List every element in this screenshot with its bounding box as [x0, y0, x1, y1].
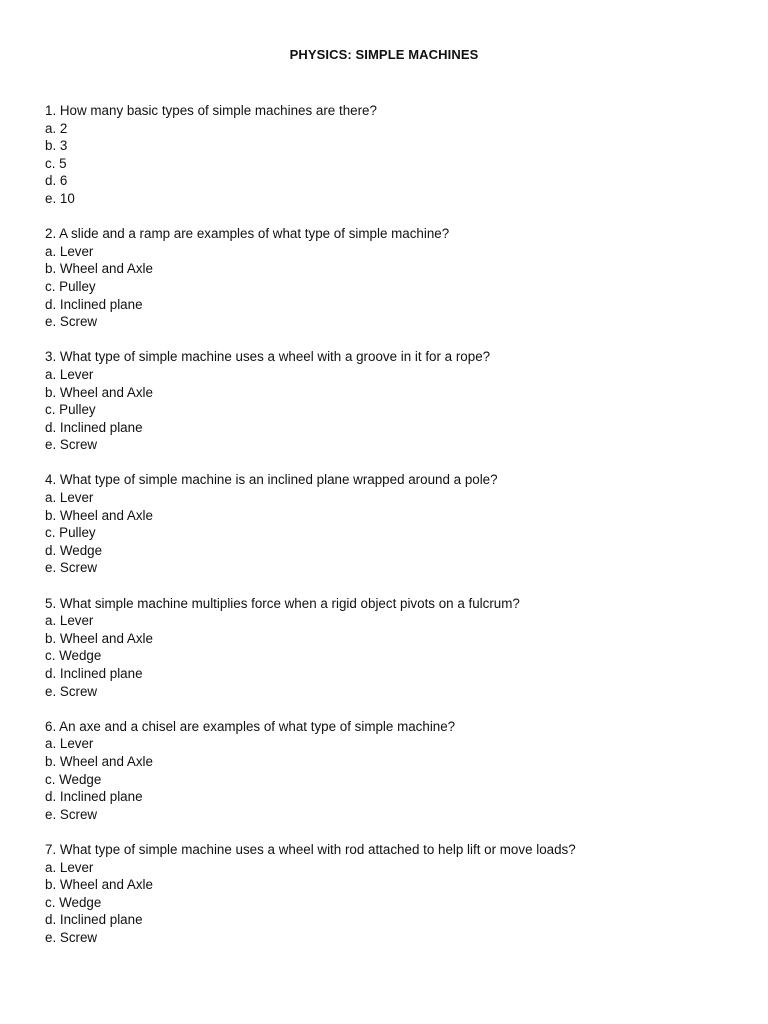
answer-option: d. Inclined plane	[45, 296, 143, 312]
answer-option: b. Wheel and Axle	[45, 630, 153, 646]
answer-option: b. 3	[45, 138, 68, 154]
answer-option: c. Wedge	[45, 771, 102, 787]
answer-option: e. Screw	[45, 560, 98, 576]
answer-option: a. Lever	[45, 613, 94, 629]
question-item	[45, 225, 748, 331]
question-item	[45, 348, 748, 454]
answer-option: d. Inclined plane	[45, 912, 143, 928]
answer-option: c. 5	[45, 155, 67, 171]
answer-option: d. Inclined plane	[45, 666, 143, 681]
question-text: 6. An axe and a chisel are examples of what type of simple machine?	[45, 718, 456, 734]
question-item	[45, 102, 748, 208]
question-text: 4. What type of simple machine is an inclined plane wrapped around a pole?	[45, 472, 498, 488]
answer-option: e. Screw	[45, 314, 98, 330]
question-text: 7. What type of simple machine uses a wheel with rod attached to help lift or move loads?	[45, 841, 576, 857]
question-text: 3. What type of simple machine uses a wheel with a groove in it for a rope?	[45, 349, 491, 365]
answer-option: b. Wheel and Axle	[45, 384, 153, 400]
page-title: PHYSICS: SIMPLE MACHINES	[289, 47, 479, 62]
answer-option: c. Wedge	[45, 894, 102, 910]
question-text: 2. A slide and a ramp are examples of what type of simple machine?	[45, 226, 450, 242]
question-item	[45, 471, 748, 577]
answer-option: a. Lever	[45, 736, 94, 752]
answer-option: e. Screw	[45, 683, 98, 699]
answer-option: c. Pulley	[45, 402, 96, 418]
answer-option: b. Wheel and Axle	[45, 507, 153, 523]
answer-option: b. Wheel and Axle	[45, 261, 153, 277]
answer-option: c. Pulley	[45, 525, 96, 541]
answer-option: e. Screw	[45, 806, 98, 822]
answer-option: c. Pulley	[45, 278, 96, 294]
answer-option: b. Wheel and Axle	[45, 753, 153, 769]
answer-option: a. Lever	[45, 243, 94, 259]
answer-option: d. 6	[45, 173, 68, 189]
answer-option: d. Inclined plane	[45, 789, 143, 805]
answer-option: a. Lever	[45, 366, 94, 382]
answer-option: a. Lever	[45, 490, 94, 506]
answer-option: d. Inclined plane	[45, 419, 143, 435]
answer-option: a. Lever	[45, 859, 94, 875]
answer-option: d. Wedge	[45, 542, 103, 558]
question-list	[45, 102, 748, 964]
answer-option: e. Screw	[45, 929, 98, 945]
answer-option: c. Wedge	[45, 648, 102, 664]
answer-option: e. 10	[45, 190, 75, 206]
question-item	[45, 718, 748, 824]
question-text: 5. What simple machine multiplies force when a rigid object pivots on a fulcrum?	[45, 595, 520, 611]
answer-option: e. Screw	[45, 437, 98, 453]
answer-option: a. 2	[45, 120, 68, 136]
answer-option: b. Wheel and Axle	[45, 877, 153, 893]
question-item	[45, 595, 748, 701]
question-text: 1. How many basic types of simple machines are there?	[45, 103, 377, 118]
question-item	[45, 841, 748, 947]
